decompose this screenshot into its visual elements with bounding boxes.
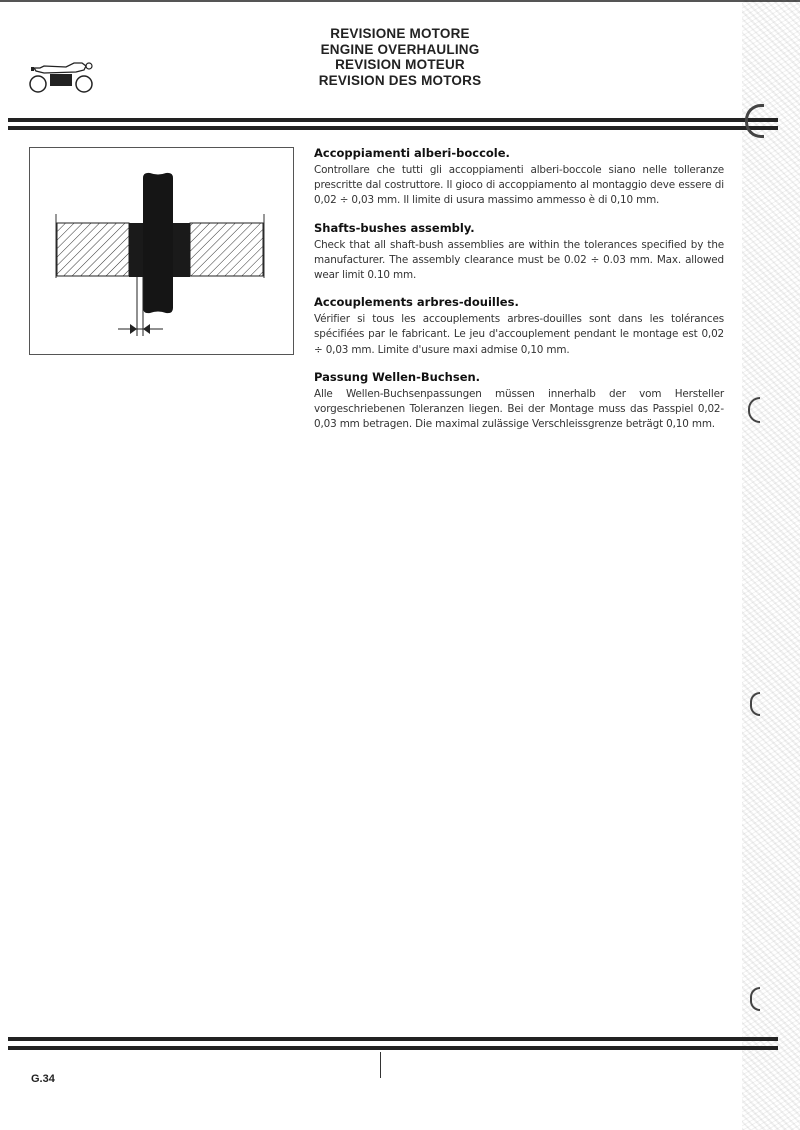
section-french [314, 295, 724, 358]
header-rule-bottom [8, 126, 778, 130]
arrow-right-icon [130, 324, 137, 334]
binder-ring-icon [750, 987, 760, 1011]
section-heading: Accoppiamenti alberi-boccole. [314, 146, 510, 160]
title-french: REVISION MOTEUR [335, 57, 465, 72]
shaft-bush-diagram [30, 148, 293, 354]
section-german [314, 370, 724, 433]
page-content [314, 146, 724, 444]
page-number: G.34 [31, 1073, 55, 1085]
shaft [143, 173, 173, 313]
section-italian [314, 146, 724, 209]
section-heading: Accouplements arbres-douilles. [314, 295, 519, 310]
section-body: Vérifier si tous les accouplements arbres-douilles sont dans les tolérances spécifiées par le fabricant. Le jeu d'accouplement pendant le montage est 0,02 ÷ 0,03 mm. Limite d'usure maxi admise 0,10 mm. [314, 313, 724, 356]
section-heading: Shafts-bushes assembly. [314, 220, 475, 235]
binder-ring-icon [750, 692, 760, 716]
housing-right [190, 223, 263, 276]
footer-rule-bottom [8, 1046, 778, 1050]
page-header [0, 26, 800, 88]
footer-rule-top [8, 1037, 778, 1041]
housing-left [57, 223, 129, 276]
shaft-bush-figure [29, 147, 294, 355]
arrow-left-icon [143, 324, 150, 334]
header-rule-top [8, 118, 778, 122]
title-english: ENGINE OVERHAULING [320, 41, 480, 57]
scan-top-edge [0, 0, 800, 2]
section-body: Controllare che tutti gli accoppiamenti alberi-boccole siano nelle tolleranze prescritte dal costruttore. Il gioco di accoppiamento al montaggio deve essere di 0,02 ÷ 0,03 mm. Il limite di usura massimo ammesso è di 0,10 mm. [314, 164, 724, 207]
scan-mark [380, 1052, 381, 1078]
section-heading: Passung Wellen-Buchsen. [314, 369, 481, 384]
scan-binding-shadow [742, 0, 800, 1130]
section-english [314, 221, 724, 284]
title-german: REVISION DES MOTORS [318, 72, 482, 88]
section-body: Check that all shaft-bush assemblies are within the tolerances specified by the manufacturer. The assembly clearance must be 0.02 ÷ 0.03 mm. Max. allowed wear limit 0.10 mm. [314, 238, 724, 282]
title-italian: REVISIONE MOTORE [330, 26, 470, 41]
section-body: Alle Wellen-Buchsenpassungen müssen innerhalb der vom Hersteller vorgeschriebenen Toleranzen liegen. Bei der Montage muss das Passpiel 0,02-0,03 mm betragen. Die maximal zulässige Verschleissgrenze beträgt 0,10 mm. [314, 387, 724, 431]
